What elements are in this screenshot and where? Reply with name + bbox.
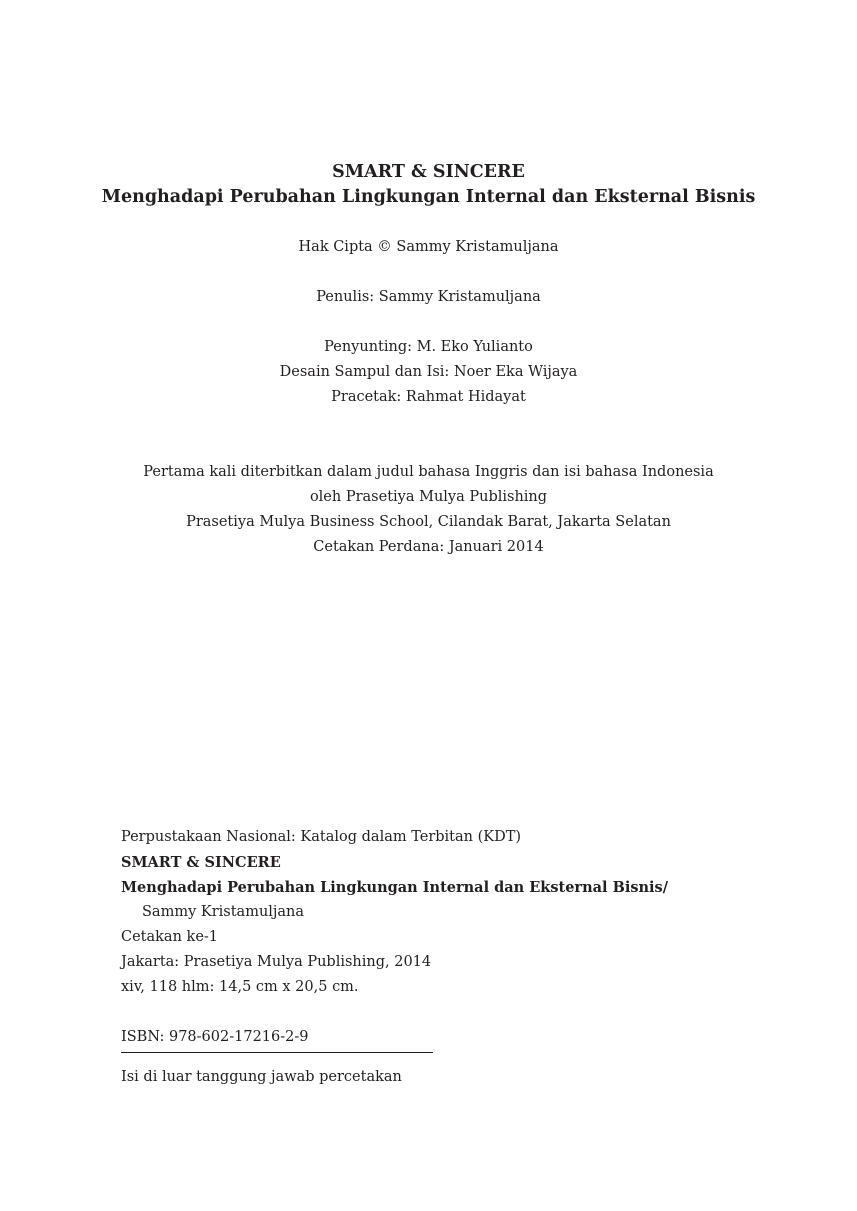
catalog-title: SMART & SINCERE bbox=[121, 854, 281, 871]
catalog-edition: Cetakan ke-1 bbox=[121, 929, 219, 945]
book-subtitle: Menghadapi Perubahan Lingkungan Internal dan Eksternal Bisnis bbox=[101, 187, 756, 207]
publication-line-1: Pertama kali diterbitkan dalam judul bahasa Inggris dan isi bahasa Indonesia bbox=[143, 464, 714, 480]
publication-line-4: Cetakan Perdana: Januari 2014 bbox=[313, 539, 544, 555]
prepress-line: Pracetak: Rahmat Hidayat bbox=[331, 389, 526, 405]
catalog-header: Perpustakaan Nasional: Katalog dalam Terbitan (KDT) bbox=[121, 829, 522, 845]
publication-line-2: oleh Prasetiya Mulya Publishing bbox=[309, 489, 548, 505]
copyright-block bbox=[0, 235, 857, 260]
divider-rule bbox=[121, 1052, 433, 1053]
book-title: SMART & SINCERE bbox=[332, 162, 525, 182]
catalog-subtitle: Menghadapi Perubahan Lingkungan Internal dan Eksternal Bisnis/ bbox=[121, 879, 669, 896]
publication-line-3: Prasetiya Mulya Business School, Cilandak Barat, Jakarta Selatan bbox=[186, 514, 671, 530]
printing-disclaimer: Isi di luar tanggung jawab percetakan bbox=[121, 1069, 402, 1085]
author-line: Penulis: Sammy Kristamuljana bbox=[316, 289, 541, 305]
book-title-block bbox=[0, 160, 857, 210]
catalog-isbn: ISBN: 978-602-17216-2-9 bbox=[121, 1029, 309, 1045]
catalog-imprint: Jakarta: Prasetiya Mulya Publishing, 2014 bbox=[121, 954, 432, 970]
catalog-author: Sammy Kristamuljana bbox=[142, 904, 305, 920]
copyright-line: Hak Cipta © Sammy Kristamuljana bbox=[298, 239, 559, 255]
editor-line: Penyunting: M. Eko Yulianto bbox=[324, 339, 533, 355]
author-block bbox=[0, 285, 857, 310]
publication-info bbox=[0, 460, 857, 560]
catalog-in-publication bbox=[121, 825, 761, 1090]
catalog-extent: xiv, 118 hlm: 14,5 cm x 20,5 cm. bbox=[121, 979, 359, 995]
design-line: Desain Sampul dan Isi: Noer Eka Wijaya bbox=[279, 364, 578, 380]
catalog-spacer bbox=[121, 1000, 761, 1025]
staff-credits bbox=[0, 335, 857, 410]
